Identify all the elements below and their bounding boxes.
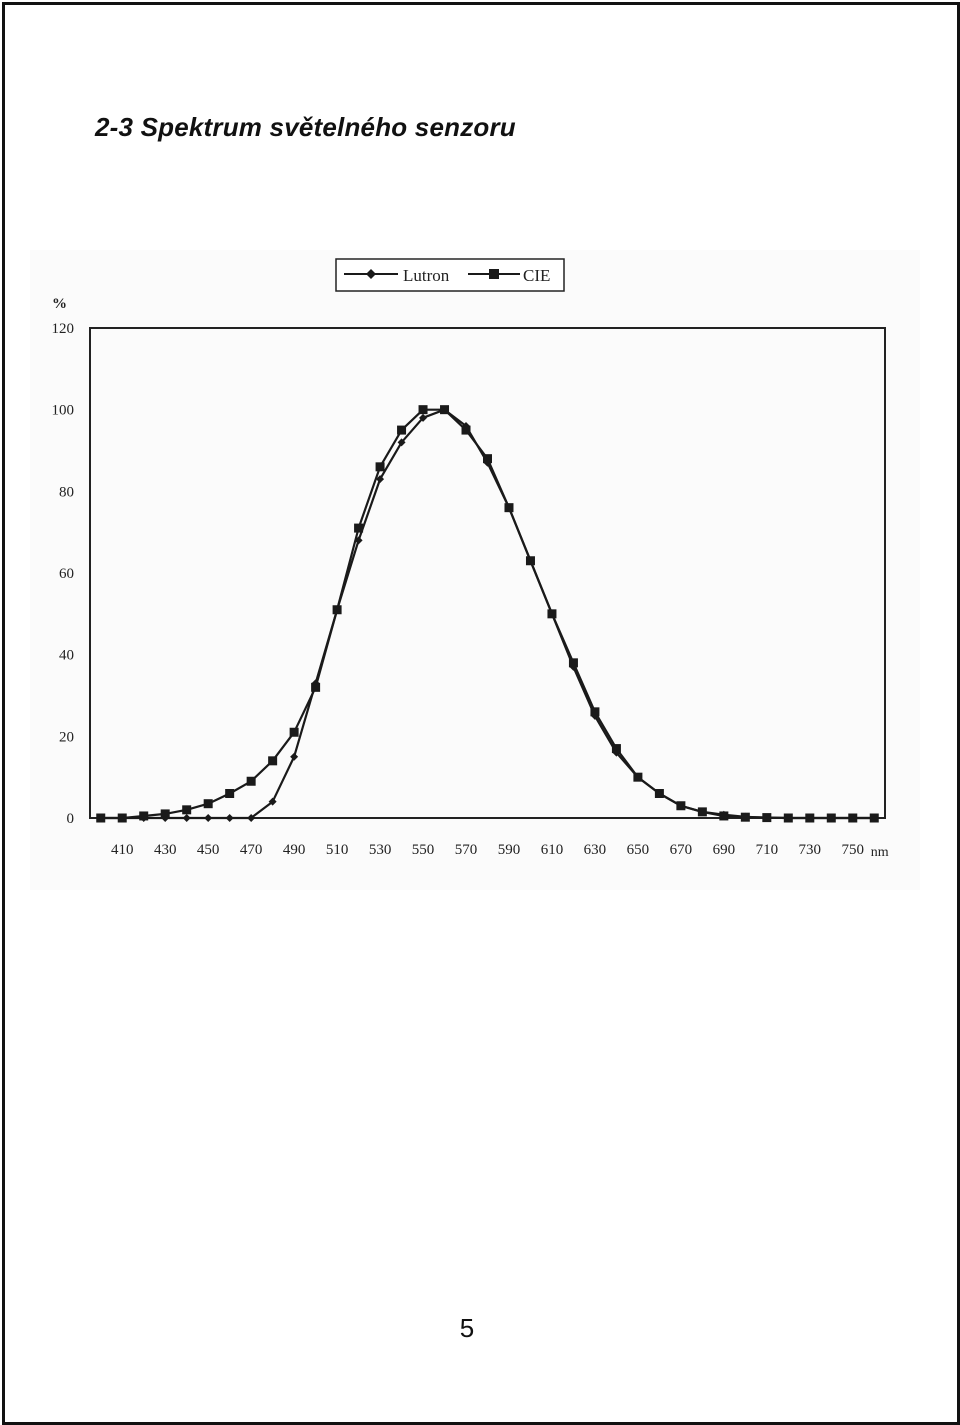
data-point-cie bbox=[590, 707, 599, 716]
legend-label-lutron: Lutron bbox=[403, 266, 450, 285]
data-point-cie bbox=[870, 814, 879, 823]
data-point-cie bbox=[805, 814, 814, 823]
data-point-cie bbox=[397, 426, 406, 435]
data-point-cie bbox=[741, 813, 750, 822]
data-point-cie bbox=[762, 813, 771, 822]
data-point-cie bbox=[848, 814, 857, 823]
spectrum-chart bbox=[30, 250, 920, 890]
x-tick-label: 510 bbox=[325, 842, 349, 858]
x-tick-label: 730 bbox=[798, 842, 822, 858]
data-point-cie bbox=[504, 503, 513, 512]
x-tick-label: 470 bbox=[239, 842, 263, 858]
data-point-cie bbox=[139, 811, 148, 820]
data-point-cie bbox=[655, 789, 664, 798]
data-point-cie bbox=[784, 814, 793, 823]
data-point-cie bbox=[633, 773, 642, 782]
x-tick-label: 410 bbox=[110, 842, 134, 858]
data-point-cie bbox=[247, 777, 256, 786]
legend-marker-cie bbox=[489, 269, 499, 279]
data-point-cie bbox=[419, 405, 428, 414]
data-point-cie bbox=[118, 814, 127, 823]
data-point-cie bbox=[182, 805, 191, 814]
data-point-cie bbox=[161, 809, 170, 818]
x-tick-label: 450 bbox=[196, 842, 220, 858]
x-tick-label: 590 bbox=[497, 842, 521, 858]
data-point-cie bbox=[827, 814, 836, 823]
data-point-cie bbox=[612, 744, 621, 753]
chart-svg bbox=[30, 250, 920, 890]
x-tick-label: 530 bbox=[368, 842, 392, 858]
data-point-cie bbox=[268, 756, 277, 765]
x-tick-label: 490 bbox=[282, 842, 306, 858]
x-tick-label: 630 bbox=[583, 842, 607, 858]
y-tick-label: 20 bbox=[59, 729, 74, 746]
x-tick-label: 550 bbox=[411, 842, 435, 858]
page-heading: 2-3 Spektrum světelného senzoru bbox=[95, 112, 516, 142]
y-tick-label: 40 bbox=[59, 647, 74, 664]
y-tick-label: 120 bbox=[51, 321, 74, 337]
x-tick-label: 650 bbox=[626, 842, 650, 858]
data-point-cie bbox=[225, 789, 234, 798]
x-axis-unit-label: nm bbox=[870, 845, 889, 860]
data-point-cie bbox=[462, 426, 471, 435]
y-tick-label: 100 bbox=[51, 402, 74, 419]
y-tick-label: 0 bbox=[66, 811, 74, 827]
x-tick-label: 570 bbox=[454, 842, 478, 858]
x-tick-label: 750 bbox=[841, 842, 865, 858]
data-point-cie bbox=[376, 462, 385, 471]
y-tick-label: 80 bbox=[59, 484, 74, 501]
data-point-cie bbox=[290, 728, 299, 737]
data-point-cie bbox=[96, 814, 105, 823]
chart-background bbox=[30, 250, 920, 890]
data-point-cie bbox=[719, 811, 728, 820]
data-point-cie bbox=[204, 799, 213, 808]
legend-label-cie: CIE bbox=[523, 266, 551, 285]
data-point-cie bbox=[569, 658, 578, 667]
page-number: 5 bbox=[459, 1313, 475, 1343]
chart-legend bbox=[336, 259, 564, 291]
x-tick-label: 610 bbox=[540, 842, 564, 858]
x-tick-label: 670 bbox=[669, 842, 693, 858]
data-point-cie bbox=[440, 405, 449, 414]
data-point-cie bbox=[311, 683, 320, 692]
data-point-cie bbox=[333, 605, 342, 614]
data-point-cie bbox=[483, 454, 492, 463]
y-axis-unit-label: % bbox=[52, 296, 67, 312]
x-tick-label: 690 bbox=[712, 842, 736, 858]
y-tick-label: 60 bbox=[59, 566, 74, 582]
data-point-cie bbox=[547, 609, 556, 618]
x-tick-label: 710 bbox=[755, 842, 779, 858]
data-point-cie bbox=[526, 556, 535, 565]
x-tick-label: 430 bbox=[153, 842, 177, 858]
data-point-cie bbox=[698, 807, 707, 816]
data-point-cie bbox=[354, 524, 363, 533]
data-point-cie bbox=[676, 801, 685, 810]
